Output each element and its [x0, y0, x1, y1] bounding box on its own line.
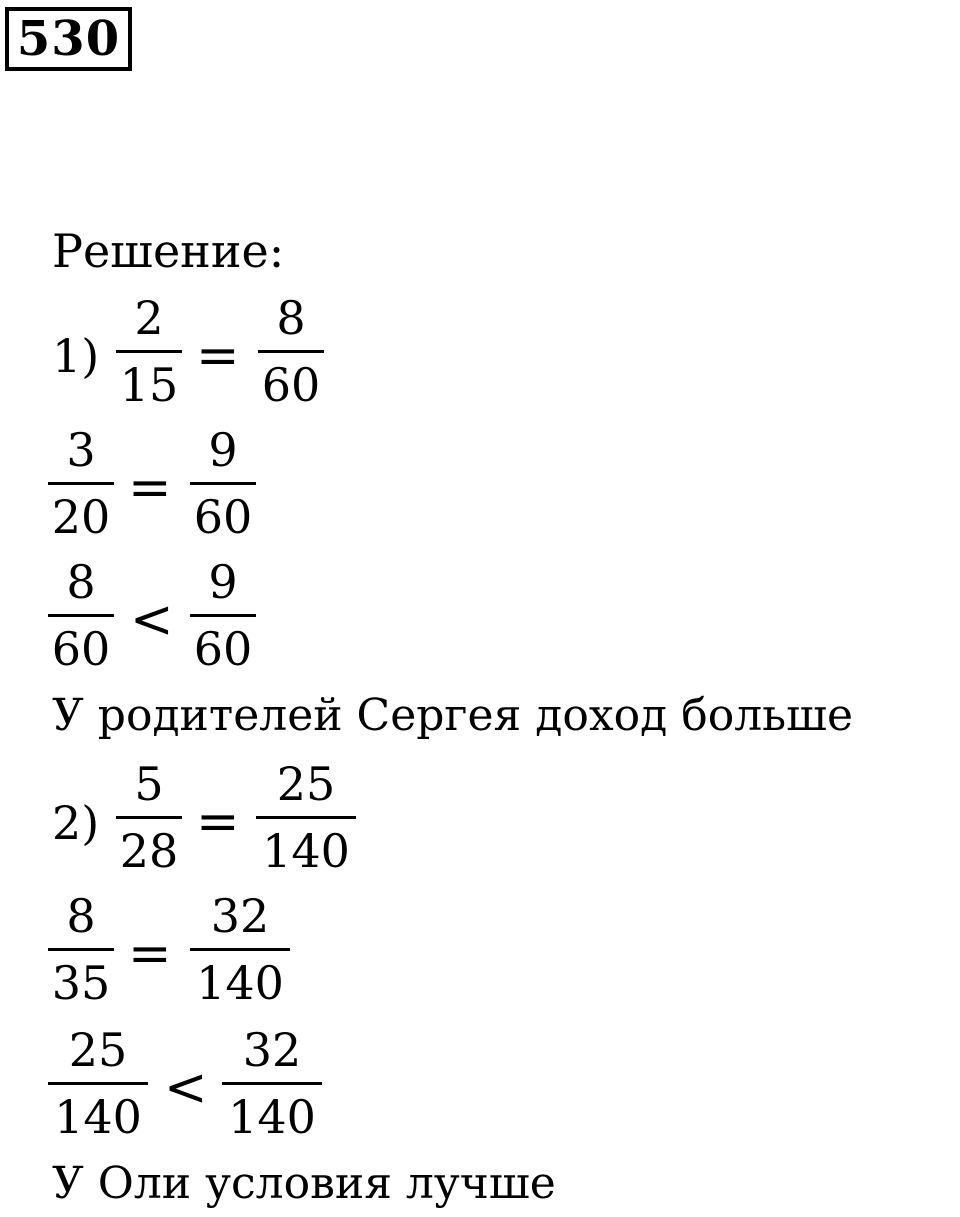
- denominator: 15: [119, 358, 179, 412]
- numerator: 3: [66, 423, 96, 477]
- solution-heading: Решение:: [52, 224, 285, 278]
- fraction-bar: [48, 1082, 148, 1085]
- denominator: 140: [196, 956, 284, 1010]
- fraction: [48, 424, 114, 543]
- numerator: 9: [208, 555, 238, 609]
- fraction-bar: [258, 350, 324, 353]
- denominator: 28: [119, 824, 179, 878]
- denominator: 140: [262, 824, 350, 878]
- denominator: 140: [54, 1090, 142, 1144]
- fraction: [48, 890, 114, 1009]
- equals-sign: =: [128, 924, 172, 984]
- fraction-bar: [116, 816, 182, 819]
- fraction: [258, 292, 324, 411]
- less-than-sign: <: [164, 1058, 208, 1118]
- denominator: 140: [228, 1090, 316, 1144]
- exercise-number: 530: [5, 7, 132, 71]
- fraction-bar: [190, 614, 256, 617]
- denominator: 60: [261, 358, 321, 412]
- fraction-bar: [256, 816, 356, 819]
- fraction-bar: [48, 482, 114, 485]
- fraction-bar: [48, 948, 114, 951]
- fraction-bar: [48, 614, 114, 617]
- numerator: 8: [66, 889, 96, 943]
- numerator: 8: [66, 555, 96, 609]
- denominator: 60: [51, 622, 111, 676]
- numerator: 9: [208, 423, 238, 477]
- numerator: 25: [276, 757, 336, 811]
- fraction-bar: [190, 482, 256, 485]
- fraction: [190, 424, 256, 543]
- denominator: 60: [193, 622, 253, 676]
- denominator: 35: [51, 956, 111, 1010]
- conclusion-1: У родителей Сергея доход больше: [52, 690, 854, 741]
- equals-sign: =: [196, 792, 240, 852]
- fraction: [222, 1024, 322, 1143]
- numerator: 25: [68, 1023, 128, 1077]
- equals-sign: =: [196, 326, 240, 386]
- fraction-bar: [190, 948, 290, 951]
- numerator: 32: [210, 889, 270, 943]
- denominator: 20: [51, 490, 111, 544]
- less-than-sign: <: [130, 590, 174, 650]
- part1-label: 1): [52, 329, 100, 383]
- fraction-bar: [116, 350, 182, 353]
- numerator: 8: [276, 291, 306, 345]
- fraction: [256, 758, 356, 877]
- numerator: 5: [134, 757, 164, 811]
- fraction: [190, 890, 290, 1009]
- numerator: 32: [242, 1023, 302, 1077]
- fraction: [48, 556, 114, 675]
- conclusion-2: У Оли условия лучше: [52, 1158, 556, 1209]
- fraction: [190, 556, 256, 675]
- fraction-bar: [222, 1082, 322, 1085]
- denominator: 60: [193, 490, 253, 544]
- fraction: [48, 1024, 148, 1143]
- equals-sign: =: [128, 458, 172, 518]
- part2-label: 2): [52, 796, 100, 850]
- fraction: [116, 758, 182, 877]
- fraction: [116, 292, 182, 411]
- numerator: 2: [134, 291, 164, 345]
